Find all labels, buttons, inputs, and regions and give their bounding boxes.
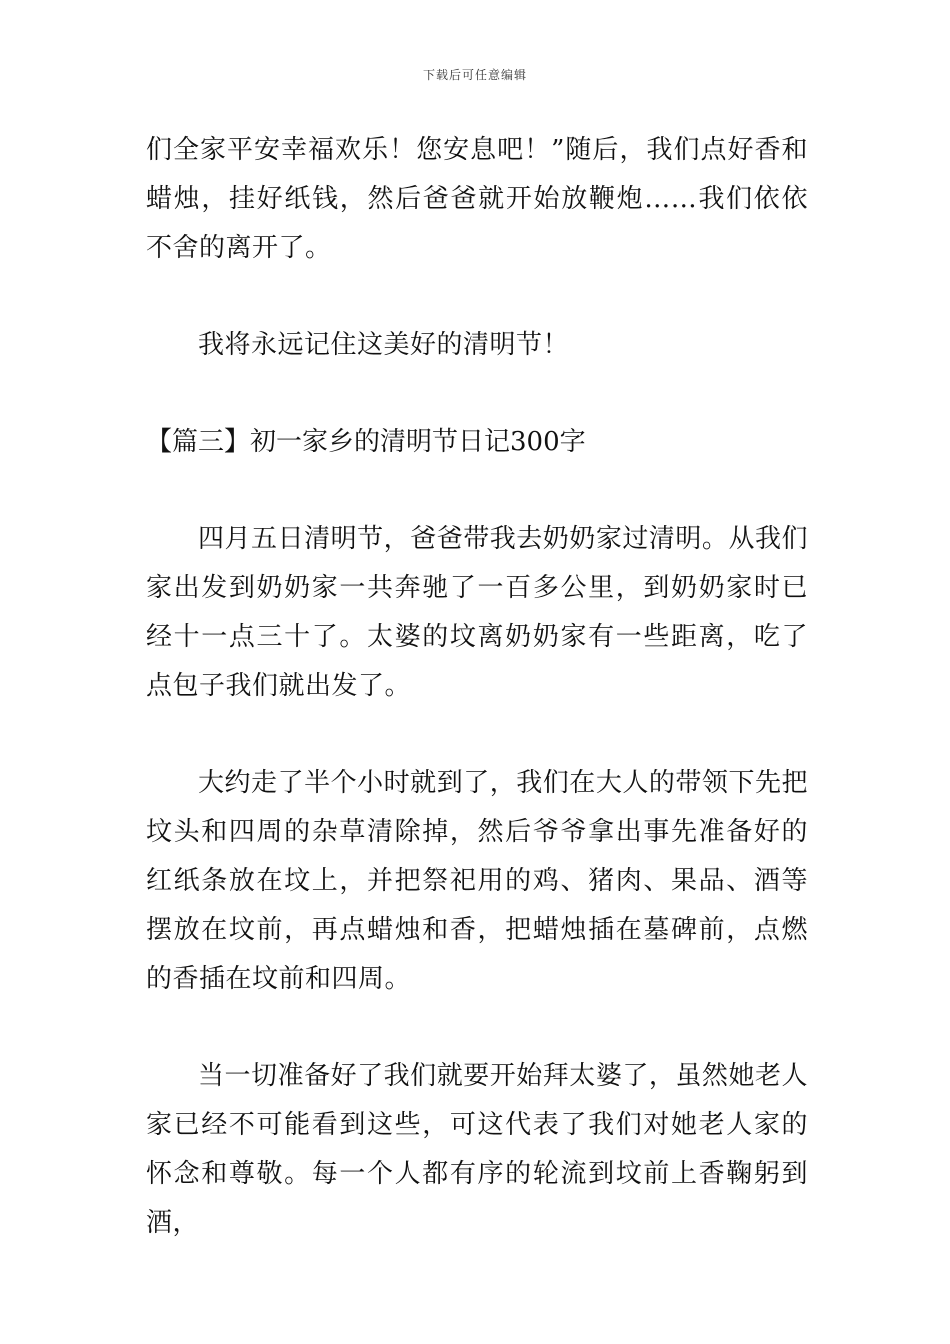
document-body	[146, 126, 808, 1248]
paragraph-preparation: 大约走了半个小时就到了，我们在大人的带领下先把坟头和四周的杂草清除掉，然后爷爷拿出事先准备好的红纸条放在坟上，并把祭祀用的鸡、猪肉、果品、酒等摆放在坟前，再点蜡烛和香，把蜡烛插在墓碑前，点燃的香插在坟前和四周。	[146, 768, 808, 994]
paragraph-gap	[146, 273, 808, 321]
page-header-note: 下载后可任意编辑	[422, 68, 527, 82]
paragraph-gap	[146, 467, 808, 515]
section-title: 【篇三】初一家乡的清明节日记300字	[146, 427, 586, 457]
paragraph-intro: 四月五日清明节，爸爸带我去奶奶家过清明。从我们家出发到奶奶家一共奔驰了一百多公里，到奶奶家时已经十一点三十了。太婆的坟离奶奶家有一些距离，吃了点包子我们就出发了。	[146, 524, 808, 701]
paragraph-worship: 当一切准备好了我们就要开始拜太婆了，虽然她老人家已经不可能看到这些，可这代表了我们对她老人家的怀念和尊敬。每一个人都有序的轮流到坟前上香鞠躬到酒，	[146, 1061, 808, 1238]
paragraph-gap	[146, 370, 808, 418]
paragraph-closing: 我将永远记住这美好的清明节！	[198, 330, 570, 360]
paragraph-continued: 们全家平安幸福欢乐！您安息吧！”随后，我们点好香和蜡烛，挂好纸钱，然后爸爸就开始放鞭炮……我们依依不舍的离开了。	[146, 135, 808, 263]
paragraph-gap	[146, 1004, 808, 1052]
paragraph-gap	[146, 711, 808, 759]
